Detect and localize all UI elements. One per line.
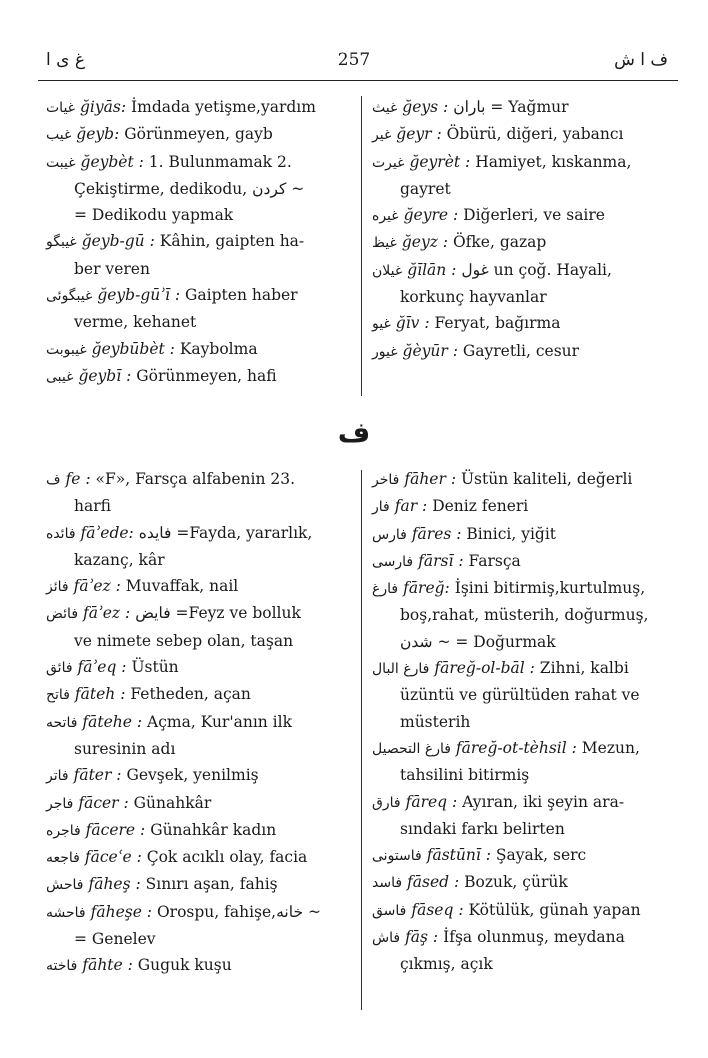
dictionary-entry xyxy=(46,282,351,336)
entry-definition-line: Öbürü, diğeri, yabancı xyxy=(446,125,624,144)
entry-arabic: غيبت xyxy=(46,154,76,171)
entry-headword: ğīv : xyxy=(395,314,430,333)
dictionary-entry xyxy=(46,790,351,817)
dictionary-entry xyxy=(46,94,351,121)
entry-definition-line: = Dedikodu yapmak xyxy=(74,206,234,225)
dictionary-entry xyxy=(372,202,672,229)
entry-definition-line: ber veren xyxy=(74,259,150,278)
entry-headword: ğeyz : xyxy=(401,233,449,252)
dictionary-entry xyxy=(46,228,351,282)
entry-headword: fāʾeq : xyxy=(77,658,127,677)
entry-arabic: فائده xyxy=(46,525,76,542)
dictionary-entry xyxy=(372,229,672,256)
entry-definition-line: غول un çoğ. Hayali, xyxy=(461,260,612,279)
entry-arabic: فائز xyxy=(46,579,69,596)
entry-definition-line: çıkmış, açık xyxy=(400,955,493,974)
entry-definition-line: suresinin adı xyxy=(74,739,176,758)
page-number: 257 xyxy=(337,50,371,70)
entry-arabic: فاسد xyxy=(372,875,403,892)
dictionary-entry xyxy=(46,709,351,763)
entry-definition-line: gayret xyxy=(400,179,451,198)
dictionary-entry xyxy=(46,871,351,898)
entry-arabic: فاستونى xyxy=(372,848,422,865)
dictionary-entry xyxy=(46,952,351,979)
entry-headword: ğèyūr : xyxy=(402,341,458,360)
dictionary-entry xyxy=(372,869,672,896)
dictionary-entry xyxy=(372,735,672,789)
entry-headword: ğeys : xyxy=(402,98,449,116)
entry-definition-line: فايض =Feyz ve bolluk xyxy=(135,604,301,623)
entry-definition-line: korkunç hayvanlar xyxy=(400,288,547,307)
entry-definition-line: شدن ~ = Doğurmak xyxy=(400,632,556,651)
entry-headword: ğiyās: xyxy=(80,98,127,116)
dictionary-entry xyxy=(46,762,351,789)
entry-arabic: فارق xyxy=(372,794,401,811)
entry-definition-line: Kaybolma xyxy=(179,339,258,358)
column-divider-top xyxy=(361,96,362,396)
entry-arabic: غيبگوئى xyxy=(46,288,93,305)
dictionary-entry xyxy=(372,521,672,548)
entry-arabic: غيظ xyxy=(372,235,397,252)
entry-headword: ğeyb: xyxy=(76,125,120,144)
entry-definition-line: Ayıran, iki şeyin ara- xyxy=(462,792,625,811)
entry-arabic: فار xyxy=(372,499,390,516)
entry-definition-line: Görünmeyen, hafi xyxy=(136,366,277,385)
entry-definition-line: Fetheden, açan xyxy=(130,685,251,704)
entry-arabic: غيره xyxy=(372,208,399,225)
dictionary-entry xyxy=(46,466,351,520)
section-letter: ف xyxy=(337,416,371,449)
entry-arabic: فاجر xyxy=(46,795,74,812)
entry-arabic: فاجره xyxy=(46,822,81,839)
entry-arabic: غيبى xyxy=(46,368,74,385)
entry-definition-line: باران = Yağmur xyxy=(453,98,569,116)
entry-definition-line: Açma, Kur'anın ilk xyxy=(147,712,292,731)
entry-definition-line: ve nimete sebep olan, taşan xyxy=(74,631,294,650)
entry-headword: ğeybèt : xyxy=(80,152,144,171)
entry-arabic: فاتر xyxy=(46,768,69,785)
column-divider-bottom xyxy=(361,470,362,1010)
entry-arabic: فائض xyxy=(46,606,79,623)
header-rule xyxy=(38,80,678,81)
entry-headword: fācere : xyxy=(85,820,146,839)
entry-headword: fāheş : xyxy=(88,875,141,894)
entry-arabic: فاتح xyxy=(46,687,70,704)
entry-definition-line: Orospu, fahişe,خانه ~ xyxy=(156,902,321,921)
entry-headword: fārsī : xyxy=(418,551,464,570)
entry-definition-line: Mezun, xyxy=(581,738,640,757)
entry-definition-line: Öfke, gazap xyxy=(452,233,547,252)
entry-arabic: غيات xyxy=(46,100,75,116)
entry-arabic: فارغ xyxy=(372,581,399,598)
entry-definition-line: Kötülük, günah yapan xyxy=(468,900,641,919)
entry-definition-line: Çekiştirme, dedikodu, كردن ~ xyxy=(74,179,305,198)
entry-headword: ğeyb-gūʾī : xyxy=(97,286,181,305)
entry-arabic: فاحشه xyxy=(46,904,86,921)
dictionary-entry xyxy=(372,842,672,869)
entry-arabic: غيب xyxy=(46,127,72,144)
entry-definition-line: Zihni, kalbi xyxy=(539,659,629,678)
entry-definition-line: Feryat, bağırma xyxy=(434,314,561,333)
entry-definition-line: 1. Bulunmamak 2. xyxy=(148,152,292,171)
entry-definition-line: Kâhin, gaipten ha- xyxy=(159,232,305,251)
entry-definition-line: İşini bitirmiş,kurtulmuş, xyxy=(454,579,646,598)
entry-headword: fāteh : xyxy=(74,685,126,704)
entry-definition-line: Deniz feneri xyxy=(432,497,529,516)
entry-headword: fāreğ-ol-bāl : xyxy=(434,659,535,678)
entry-headword: ğeyrèt : xyxy=(409,152,471,171)
entry-headword: fāş : xyxy=(405,928,439,947)
entry-arabic: فارس xyxy=(372,526,407,543)
dictionary-entry xyxy=(46,149,351,229)
entry-arabic: غيرت xyxy=(372,154,405,171)
entry-headword: ğeyb-gū : xyxy=(81,232,155,251)
entry-definition-line: İmdada yetişme,yardım xyxy=(131,98,316,116)
entry-headword: fāreq : xyxy=(405,792,458,811)
entry-arabic: فارسى xyxy=(372,553,414,570)
dictionary-entry xyxy=(372,493,672,520)
dictionary-entry xyxy=(372,789,672,843)
entry-arabic: فائق xyxy=(46,660,73,677)
entry-definition-line: üzüntü ve gürültüden rahat ve xyxy=(400,686,640,705)
dictionary-entry xyxy=(372,924,672,978)
entry-headword: ğeyre : xyxy=(403,206,459,225)
dictionary-entry xyxy=(46,363,351,390)
dictionary-entry xyxy=(46,654,351,681)
entry-headword: fāreğ-ot-tèhsil : xyxy=(455,738,577,757)
dictionary-entry xyxy=(372,149,672,203)
entry-definition-line: = Genelev xyxy=(74,930,156,949)
entry-arabic: فارغ التحصيل xyxy=(372,740,451,757)
entry-definition-line: müsterih xyxy=(400,712,471,731)
entry-arabic: فاش xyxy=(372,930,401,947)
entry-headword: fāʾez : xyxy=(83,604,131,623)
entry-arabic: فاجعه xyxy=(46,850,80,867)
entry-definition-line: فايده =Fayda, yararlık, xyxy=(138,523,313,542)
entry-definition-line: Muvaffak, nail xyxy=(125,577,239,596)
entry-definition-line: Gaipten haber xyxy=(185,286,298,305)
entry-headword: fāseq : xyxy=(411,900,464,919)
entry-definition-line: Gayretli, cesur xyxy=(462,341,580,360)
entry-definition-line: Bozuk, çürük xyxy=(464,873,568,892)
dictionary-entry xyxy=(46,573,351,600)
entry-definition-line: «F», Farsça alfabenin 23. xyxy=(95,470,296,488)
entry-definition-line: verme, kehanet xyxy=(74,313,197,332)
entry-definition-line: Günahkâr kadın xyxy=(150,820,277,839)
dictionary-entry xyxy=(372,897,672,924)
entry-definition-line: Üstün kaliteli, değerli xyxy=(460,470,633,488)
entry-definition-line: Hamiyet, kıskanma, xyxy=(475,152,632,171)
column-top-right xyxy=(372,94,672,365)
entry-definition-line: sındaki farkı belirten xyxy=(400,819,565,838)
dictionary-entry xyxy=(46,336,351,363)
entry-arabic: غيور xyxy=(372,343,398,360)
dictionary-entry xyxy=(372,466,672,493)
entry-headword: fāʾede: xyxy=(80,523,134,542)
entry-definition-line: Farsça xyxy=(468,551,521,570)
entry-headword: fāreğ: xyxy=(403,579,450,598)
entry-headword: far : xyxy=(394,497,428,516)
entry-definition-line: İfşa olunmuş, meydana xyxy=(443,928,625,947)
entry-headword: fāʾez : xyxy=(73,577,121,596)
entry-arabic: غيث xyxy=(372,100,398,116)
column-bottom-right xyxy=(372,466,672,978)
dictionary-entry xyxy=(46,121,351,148)
dictionary-entry xyxy=(46,817,351,844)
entry-headword: fāter : xyxy=(73,766,122,785)
entry-definition-line: kazanç, kâr xyxy=(74,550,165,569)
entry-headword: fāstūnī : xyxy=(426,846,491,865)
entry-definition-line: harfi xyxy=(74,497,111,516)
entry-arabic: فاتحه xyxy=(46,714,78,731)
header-right-letters: ف ا ش xyxy=(614,50,668,70)
entry-headword: fāsed : xyxy=(407,873,460,892)
dictionary-entry xyxy=(372,548,672,575)
dictionary-entry xyxy=(46,600,351,654)
entry-definition-line: tahsilini bitirmiş xyxy=(400,766,530,785)
entry-headword: ğeybūbèt : xyxy=(91,339,175,358)
entry-headword: fācer : xyxy=(78,793,129,812)
dictionary-entry xyxy=(46,520,351,574)
dictionary-entry xyxy=(372,257,672,311)
entry-arabic: غيبگو xyxy=(46,234,77,251)
entry-headword: fāher : xyxy=(404,470,457,488)
dictionary-entry xyxy=(372,94,672,121)
entry-definition-line: Görünmeyen, gayb xyxy=(124,125,273,144)
dictionary-entry xyxy=(372,655,672,735)
entry-headword: ğeyr : xyxy=(396,125,442,144)
entry-headword: ğeybī : xyxy=(78,366,132,385)
entry-arabic: فاخته xyxy=(46,958,78,975)
entry-definition-line: Gevşek, yenilmiş xyxy=(126,766,259,785)
dictionary-entry xyxy=(46,844,351,871)
dictionary-entry xyxy=(46,681,351,708)
entry-definition-line: Sınırı aşan, fahiş xyxy=(145,875,278,894)
entry-definition-line: Diğerleri, ve saire xyxy=(463,206,605,225)
dictionary-entry xyxy=(372,575,672,655)
entry-headword: ğīlān : xyxy=(407,260,457,279)
entry-definition-line: Çok acıklı olay, facia xyxy=(146,848,308,867)
column-bottom-left xyxy=(46,466,351,980)
entry-arabic: فاسق xyxy=(372,902,407,919)
entry-definition-line: Binici, yiğit xyxy=(466,524,557,543)
entry-headword: fātehe : xyxy=(82,712,143,731)
entry-arabic: فارغ البال xyxy=(372,661,430,678)
entry-arabic: ف xyxy=(46,472,61,488)
entry-arabic: غير xyxy=(372,127,392,144)
entry-arabic: فاحش xyxy=(46,877,84,894)
entry-headword: fāheşe : xyxy=(90,902,153,921)
entry-arabic: فاخر xyxy=(372,472,400,488)
entry-arabic: غيو xyxy=(372,316,391,333)
entry-definition-line: Guguk kuşu xyxy=(137,956,232,975)
entry-definition-line: Günahkâr xyxy=(133,793,212,812)
entry-headword: fāres : xyxy=(411,524,462,543)
header-left-letters: غ ى ا xyxy=(46,50,85,70)
entry-definition-line: boş,rahat, müsterih, doğurmuş, xyxy=(400,606,649,625)
entry-headword: fāhte : xyxy=(82,956,133,975)
dictionary-entry xyxy=(372,310,672,337)
dictionary-entry xyxy=(372,338,672,365)
entry-headword: fāceʿe : xyxy=(84,848,142,867)
column-top-left xyxy=(46,94,351,390)
dictionary-entry xyxy=(372,121,672,148)
entry-headword: fe : xyxy=(65,470,91,488)
entry-arabic: غيلان xyxy=(372,262,403,279)
entry-definition-line: Şayak, serc xyxy=(495,846,587,865)
entry-definition-line: Üstün xyxy=(131,658,179,677)
dictionary-entry xyxy=(46,899,351,953)
entry-arabic: غيبوبت xyxy=(46,341,87,358)
